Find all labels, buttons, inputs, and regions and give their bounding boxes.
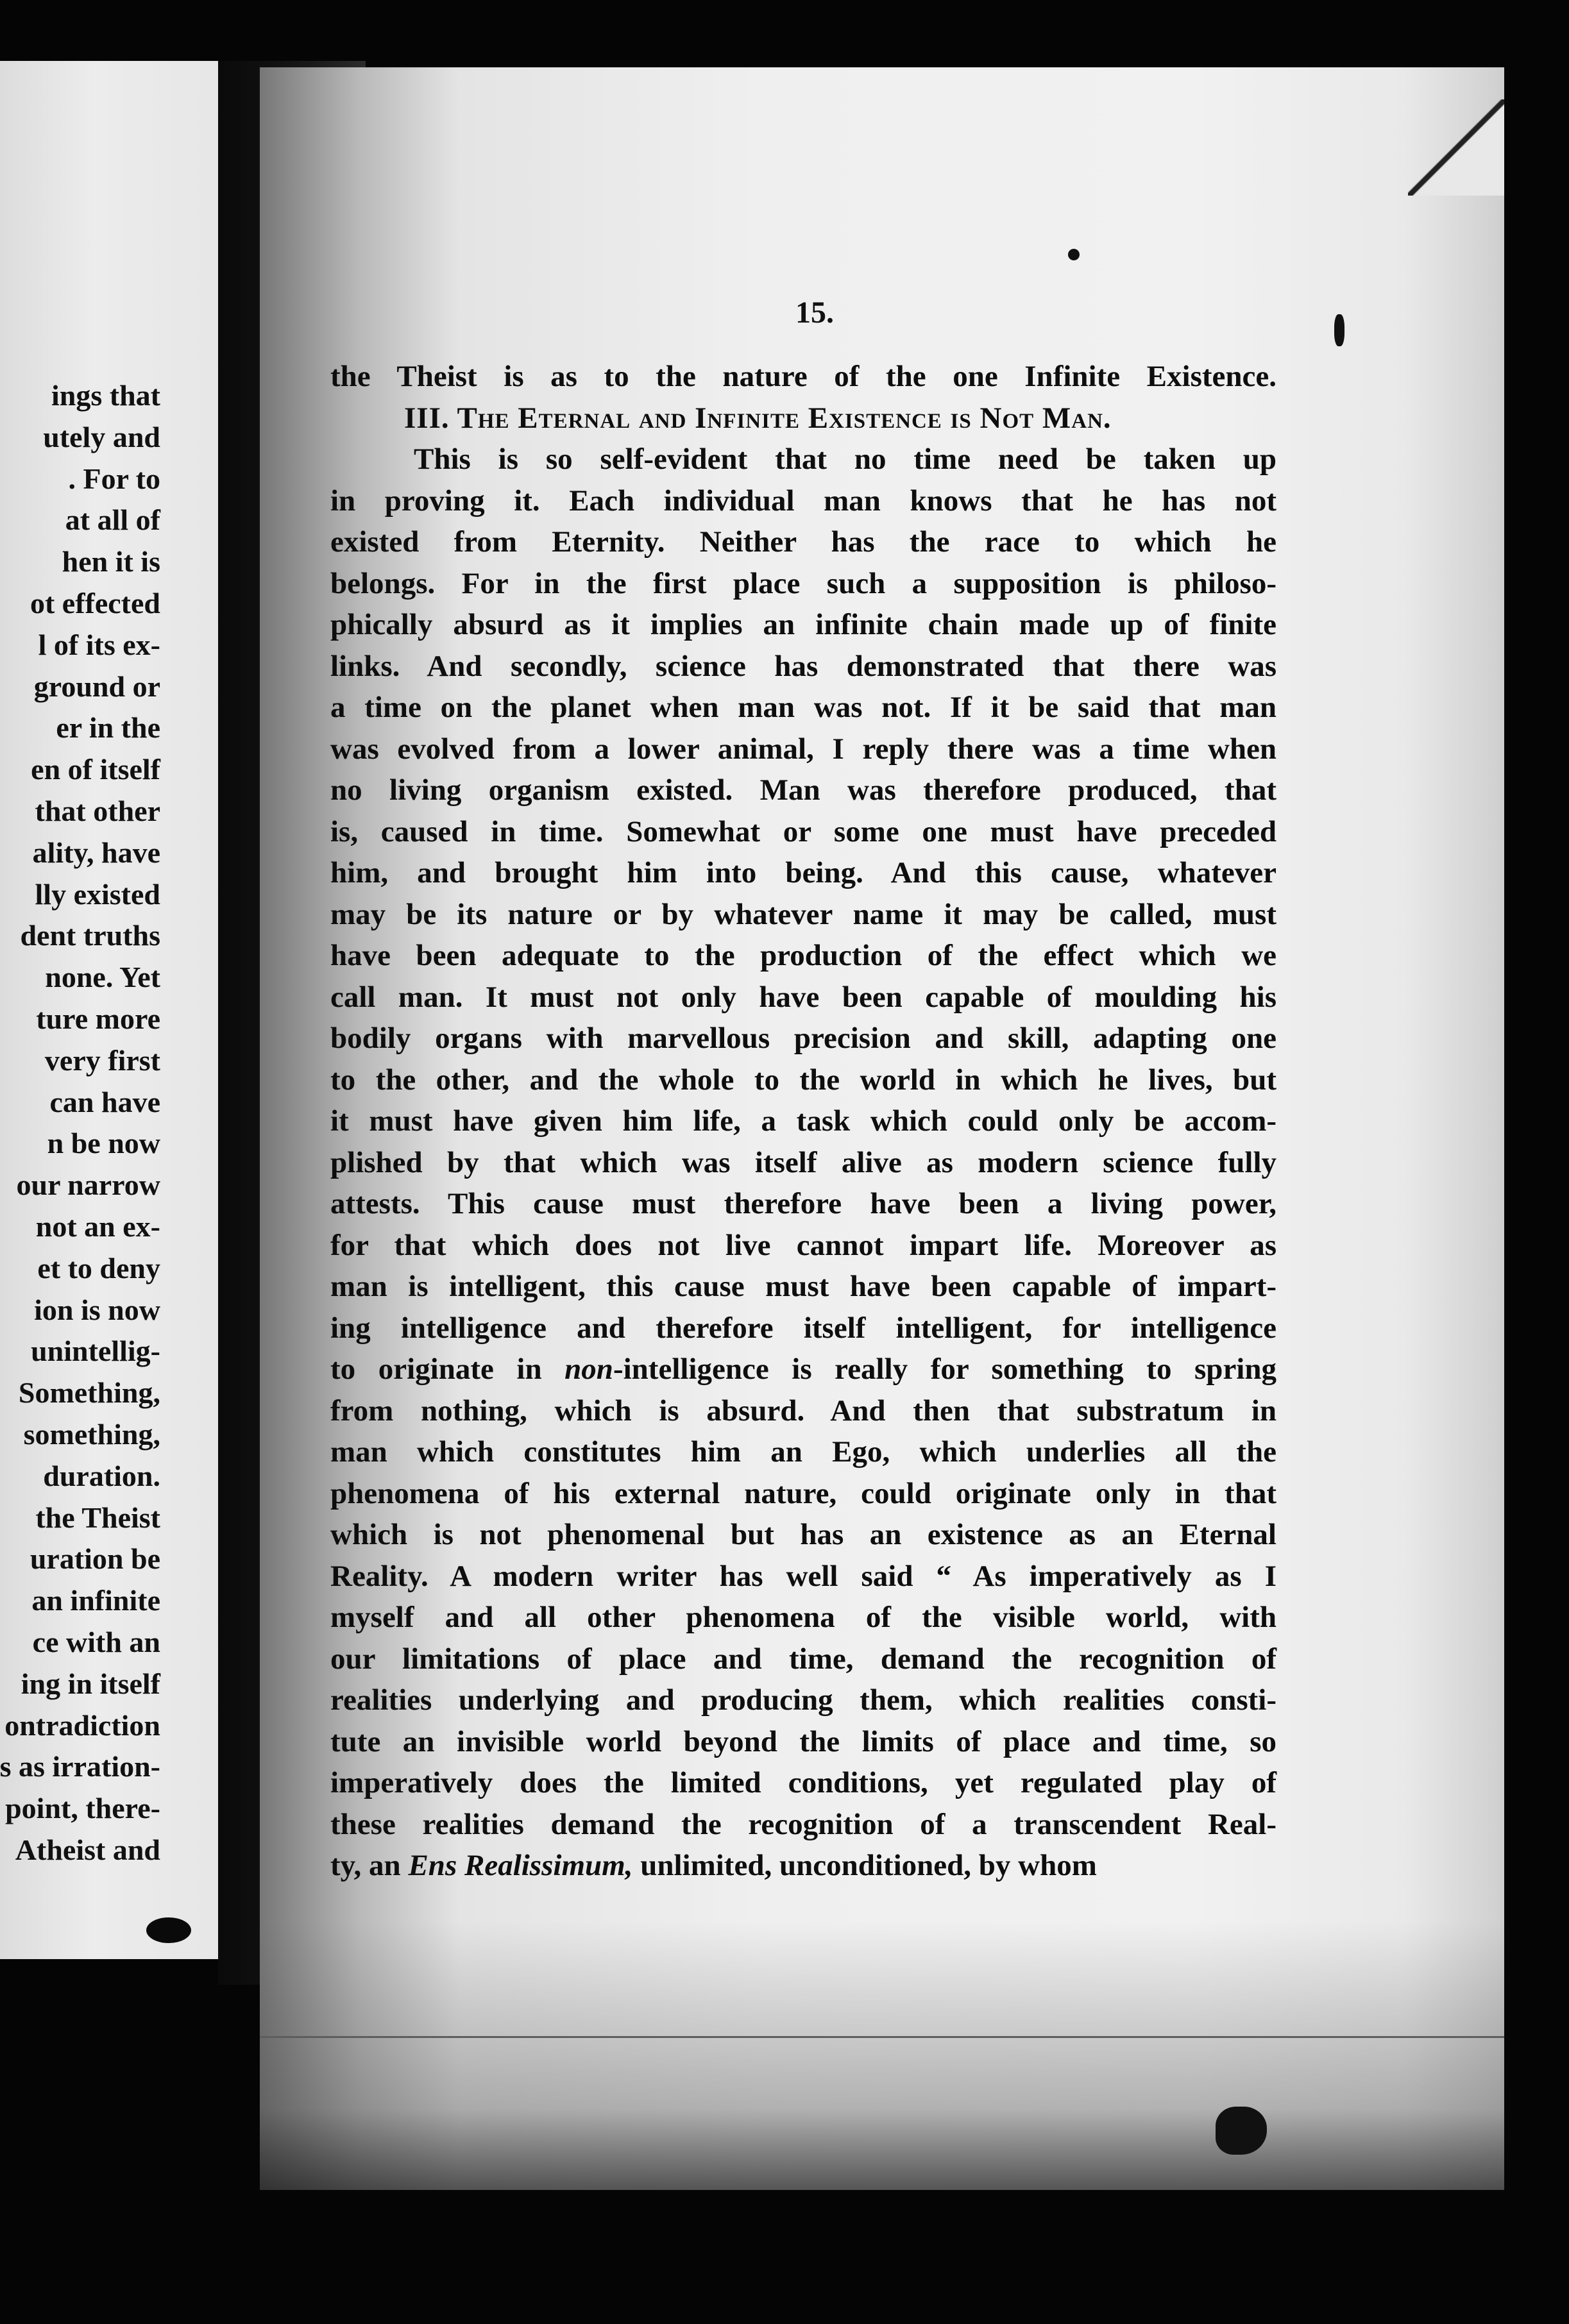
- text-line: ing intelligence and therefore itself intelligent, for intelligence: [330, 1311, 1276, 1345]
- left-page-line: ality, have: [32, 836, 160, 869]
- text-line: imperatively does the limited conditions, yet regulated play of: [330, 1766, 1276, 1799]
- left-page-line: utely and: [43, 420, 160, 453]
- text-line: no living organism existed. Man was therefore produced, that: [330, 773, 1276, 807]
- left-page-line: ontradiction: [4, 1708, 160, 1742]
- left-page-line: uration be: [30, 1542, 160, 1576]
- text-line: [330, 1349, 1276, 1390]
- text-line: our limitations of place and time, demand the recognition of: [330, 1642, 1276, 1676]
- left-page-line: ground or: [33, 669, 160, 703]
- text-line: the Theist is as to the nature of the one Infinite Existence.: [330, 360, 1276, 393]
- text-line: bodily organs with marvellous precision and skill, adapting one: [330, 1022, 1276, 1055]
- folded-corner: [1408, 99, 1504, 196]
- text-line: have been adequate to the production of the effect which we: [330, 939, 1276, 972]
- text-line: was evolved from a lower animal, I reply there was a time when: [330, 732, 1276, 766]
- left-page-line: very first: [44, 1043, 160, 1077]
- left-page-line: something,: [23, 1417, 160, 1451]
- italic-text: non: [564, 1352, 613, 1386]
- left-page-line: that other: [35, 794, 160, 827]
- text-line: tute an invisible world beyond the limits of place and time, so: [330, 1724, 1276, 1758]
- text-line: to the other, and the whole to the world in which he lives, but: [330, 1063, 1276, 1097]
- text-line: it must have given him life, a task which could only be accom-: [330, 1104, 1276, 1138]
- italic-text: Ens Realissimum,: [408, 1849, 633, 1882]
- text-line: phically absurd as it implies an infinite chain made up of finite: [330, 608, 1276, 641]
- text-line: from nothing, which is absurd. And then that substratum in: [330, 1394, 1276, 1427]
- edge-mark: [146, 1917, 191, 1943]
- left-page-line: hen it is: [62, 545, 160, 578]
- left-page-line: n be now: [47, 1127, 160, 1160]
- text-line: belongs. For in the first place such a supposition is philoso-: [330, 566, 1276, 600]
- left-page-line: none. Yet: [45, 961, 160, 994]
- left-page-line: lly existed: [35, 877, 160, 911]
- left-page-line: ing in itself: [21, 1667, 160, 1700]
- text-line: call man. It must not only have been capable of moulding his: [330, 980, 1276, 1014]
- text-span: -intelligence is really for something to spring: [613, 1352, 1277, 1386]
- text-line: plished by that which was itself alive as modern science fully: [330, 1145, 1276, 1179]
- text-line: him, and brought him into being. And this cause, whatever: [330, 856, 1276, 889]
- left-page-line: er in the: [56, 711, 160, 745]
- left-page-line: l of its ex-: [38, 628, 160, 661]
- text-line: is, caused in time. Somewhat or some one must have preceded: [330, 814, 1276, 848]
- left-page-line: can have: [49, 1085, 160, 1118]
- text-line: man which constitutes him an Ego, which underlies all the: [330, 1435, 1276, 1469]
- left-page-line: ce with an: [32, 1625, 160, 1658]
- text-line: [330, 1845, 1276, 1887]
- left-page-line: ot effected: [30, 586, 160, 619]
- left-page-line: at all of: [65, 503, 160, 537]
- section-heading: III. The Eternal and Infinite Existence is Not Man.: [404, 401, 1112, 435]
- text-span: ty, an: [330, 1849, 409, 1882]
- left-page-line: not an ex-: [35, 1209, 160, 1243]
- text-line: these realities demand the recognition of a transcendent Real-: [330, 1807, 1276, 1841]
- text-line: attests. This cause must therefore have been a living power,: [330, 1187, 1276, 1220]
- left-page-line: Atheist and: [15, 1833, 160, 1866]
- text-line: This is so self-evident that no time need be taken up: [414, 442, 1276, 476]
- left-facing-page: [0, 61, 231, 1959]
- left-page-text: [0, 375, 160, 1871]
- text-line: Reality. A modern writer has well said “ As imperatively as I: [330, 1559, 1276, 1593]
- left-page-line: the Theist: [35, 1501, 160, 1534]
- left-page-line: . For to: [68, 462, 160, 495]
- left-page-line: unintellig-: [31, 1335, 160, 1368]
- text-span: to originate in: [330, 1352, 565, 1386]
- ink-speck: [1334, 314, 1344, 346]
- text-line: realities underlying and producing them, which realities consti-: [330, 1683, 1276, 1717]
- left-page-line: Something,: [18, 1376, 160, 1410]
- ink-speck: [1068, 249, 1080, 260]
- left-page-line: an infinite: [31, 1584, 160, 1617]
- left-page-line: ture more: [36, 1002, 160, 1035]
- left-page-line: duration.: [43, 1459, 160, 1492]
- left-page-line: point, there-: [5, 1792, 160, 1825]
- text-span: unlimited, unconditioned, by whom: [632, 1849, 1097, 1882]
- text-line: myself and all other phenomena of the visible world, with: [330, 1601, 1276, 1634]
- left-page-line: ion is now: [34, 1293, 160, 1326]
- text-line: existed from Eternity. Neither has the race to which he: [330, 525, 1276, 559]
- text-line: in proving it. Each individual man knows that he has not: [330, 484, 1276, 518]
- text-line: may be its nature or by whatever name it may be called, must: [330, 897, 1276, 931]
- page-number: 15.: [795, 296, 834, 330]
- text-line: man is intelligent, this cause must have been capable of impart-: [330, 1270, 1276, 1303]
- text-line: a time on the planet when man was not. If it be said that man: [330, 691, 1276, 724]
- text-line: phenomena of his external nature, could originate only in that: [330, 1476, 1276, 1510]
- text-line: for that which does not live cannot impart life. Moreover as: [330, 1228, 1276, 1262]
- left-page-line: dent truths: [20, 919, 160, 952]
- text-line: links. And secondly, science has demonstrated that there was: [330, 649, 1276, 683]
- left-page-line: en of itself: [31, 753, 160, 786]
- left-page-line: our narrow: [16, 1168, 160, 1202]
- page-bottom-shading: [260, 1921, 1504, 2190]
- left-page-line: et to deny: [37, 1251, 160, 1284]
- left-page-line: s as irration-: [0, 1750, 160, 1783]
- text-line: which is not phenomenal but has an existence as an Eternal: [330, 1518, 1276, 1551]
- page-body-text: [330, 356, 1276, 1887]
- left-page-line: ings that: [51, 379, 160, 412]
- ink-blot: [1216, 2107, 1267, 2155]
